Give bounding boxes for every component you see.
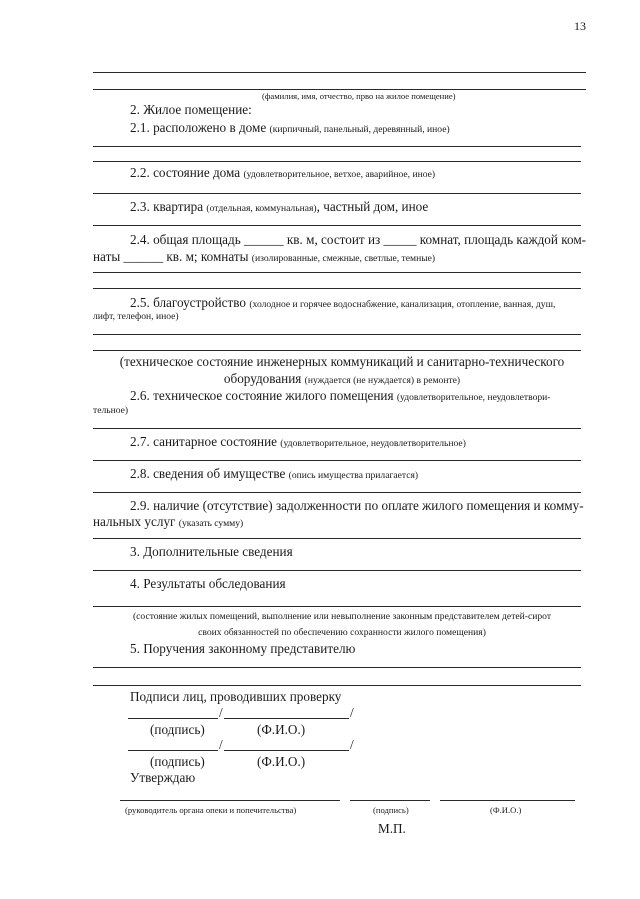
section-2-2: 2.2. состояние дома (удовлетворительное, ветхое, аварийное, иное) — [130, 165, 436, 180]
section-5-title: 5. Поручения законному представителю — [130, 641, 356, 656]
fill-line-2-5-b — [93, 350, 581, 351]
fill-line-2-9 — [93, 538, 581, 539]
approve-label: Утверждаю — [130, 770, 196, 785]
results-caption-line-1: (состояние жилых помещений, выполнение или невыполнение законным представителем детей-сирот — [132, 611, 552, 622]
signature-line-1 — [128, 718, 218, 719]
fill-line-4 — [93, 606, 581, 607]
signature-label-1: (подпись) — [150, 722, 205, 737]
section-2-8: 2.8. сведения об имуществе (опись имущества прилагается) — [130, 466, 419, 481]
fill-line-5-b — [93, 685, 581, 686]
caption-name: (фамилия, имя, отчество, прво на жилое помещение) — [262, 91, 456, 101]
fill-line-2-1-a — [93, 146, 581, 147]
signature-slash-2b: / — [350, 737, 354, 752]
fill-line-2-6 — [93, 428, 581, 429]
page-number: 13 — [574, 19, 586, 33]
section-2-4-line-2: наты ______ кв. м; комнаты (изолированные, смежные, светлые, темные) — [93, 249, 436, 264]
stamp-place: М.П. — [378, 821, 406, 836]
section-2-title: 2. Жилое помещение: — [130, 102, 252, 117]
fill-line-2-4-a — [93, 272, 581, 273]
signature-line-2 — [128, 750, 218, 751]
fio-label-1: (Ф.И.О.) — [257, 722, 306, 737]
tech-caption-line-2: оборудования (нуждается (не нуждается) в ремонте) — [223, 371, 461, 386]
signature-label-2: (подпись) — [150, 754, 205, 769]
fio-label-2: (Ф.И.О.) — [257, 754, 306, 769]
section-2-5-line-2: лифт, телефон, иное) — [93, 311, 179, 322]
signatures-title: Подписи лиц, проводивших проверку — [130, 689, 342, 704]
section-2-5-line-1: 2.5. благоустройство (холодное и горячее водоснабжение, канализация, отопление, ванная, душ, — [130, 295, 556, 310]
fill-line-name-2 — [93, 89, 586, 90]
section-2-9-line-1: 2.9. наличие (отсутствие) задолженности по оплате жилого помещения и комму- — [130, 498, 584, 513]
signature-slash-1b: / — [350, 705, 354, 720]
section-3-title: 3. Дополнительные сведения — [130, 544, 293, 559]
fill-line-2-2 — [93, 193, 581, 194]
section-2-7: 2.7. санитарное состояние (удовлетворительное, неудовлетворительное) — [130, 434, 466, 449]
section-2-1: 2.1. расположено в доме (кирпичный, панельный, деревянный, иное) — [130, 120, 450, 135]
section-2-6-line-2: тельное) — [93, 405, 129, 416]
head-signature-line — [350, 800, 430, 801]
signature-slash-2a: / — [219, 737, 223, 752]
section-2-9-line-2: нальных услуг (указать сумму) — [93, 514, 244, 529]
section-2-6-line-1: 2.6. техническое состояние жилого помещения (удовлетворительное, неудовлетвори- — [130, 388, 551, 403]
fio-line-1 — [224, 718, 349, 719]
head-fio-caption: (Ф.И.О.) — [490, 805, 522, 815]
fill-line-name-1 — [93, 72, 586, 73]
head-signature-caption: (подпись) — [373, 805, 409, 815]
fill-line-5-a — [93, 667, 581, 668]
fill-line-2-3 — [93, 225, 581, 226]
head-fio-line — [440, 800, 575, 801]
fill-line-2-1-b — [93, 161, 581, 162]
fill-line-2-8 — [93, 492, 581, 493]
section-2-4-line-1: 2.4. общая площадь ______ кв. м, состоит из _____ комнат, площадь каждой ком- — [130, 232, 587, 247]
fill-line-2-4-b — [93, 288, 581, 289]
fio-line-2 — [224, 750, 349, 751]
fill-line-2-7 — [93, 460, 581, 461]
head-caption: (руководитель органа опеки и попечительства) — [125, 805, 297, 815]
fill-line-2-5-a — [93, 334, 581, 335]
fill-line-3 — [93, 570, 581, 571]
section-2-3: 2.3. квартира (отдельная, коммунальная), частный дом, иное — [130, 199, 429, 214]
signature-slash-1a: / — [219, 705, 223, 720]
section-4-title: 4. Результаты обследования — [130, 576, 286, 591]
head-line — [120, 800, 340, 801]
results-caption-line-2: своих обязанностей по обеспечению сохранности жилого помещения) — [198, 627, 486, 638]
tech-caption-line-1: (техническое состояние инженерных коммуникаций и санитарно-технического — [119, 354, 565, 369]
